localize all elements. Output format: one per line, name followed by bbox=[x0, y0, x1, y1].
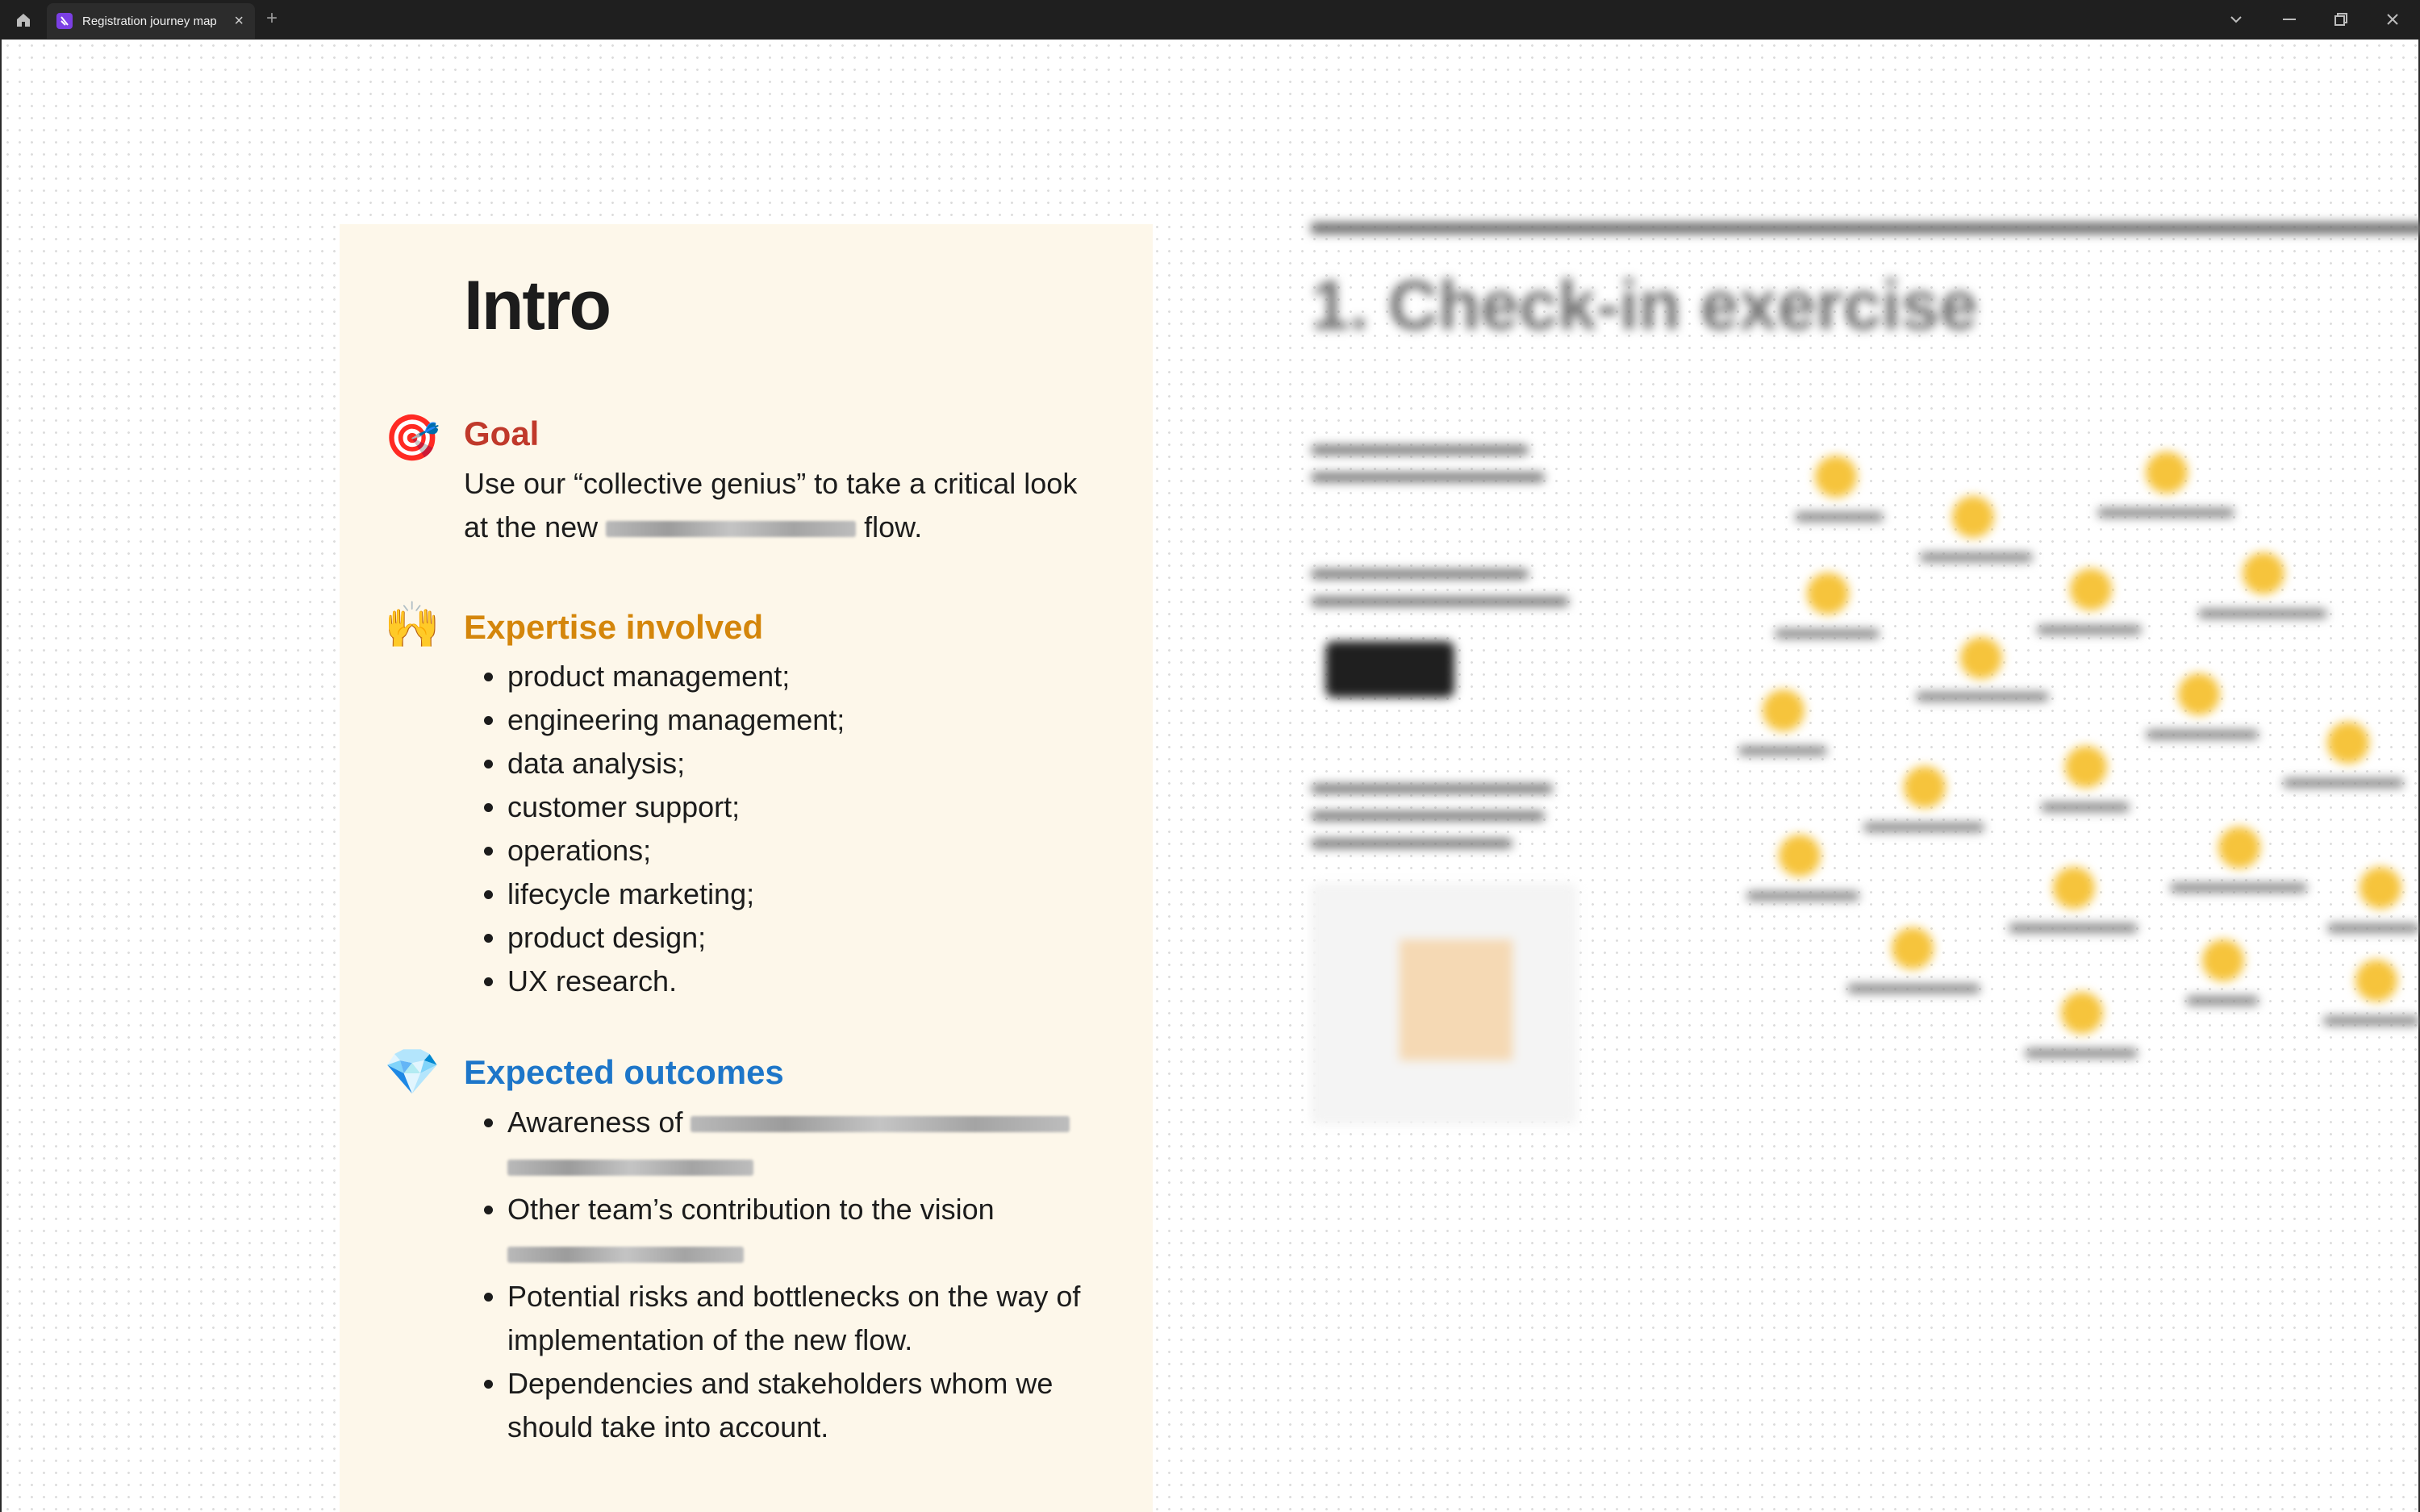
tab-close-icon[interactable]: × bbox=[234, 12, 244, 30]
list-item: • data analysis; bbox=[507, 742, 1120, 785]
redacted-text bbox=[691, 1116, 1070, 1132]
list-item: • product design; bbox=[507, 916, 1120, 960]
smiley-label bbox=[2009, 923, 2138, 933]
smiley-sticker bbox=[2243, 552, 2284, 594]
list-item: • UX research. bbox=[507, 960, 1120, 1003]
smiley-sticker bbox=[1815, 456, 1857, 498]
redacted-text bbox=[507, 1160, 753, 1176]
smiley-sticker bbox=[2053, 867, 2095, 909]
smiley-label bbox=[2041, 802, 2130, 812]
section-divider bbox=[1311, 223, 2420, 234]
restore-icon[interactable] bbox=[2325, 6, 2357, 32]
list-item: • Dependencies and stakeholders whom we should take into account. bbox=[507, 1362, 1120, 1449]
smiley-sticker bbox=[1904, 766, 1946, 808]
smiley-label bbox=[2198, 609, 2327, 619]
outcomes-list bbox=[464, 1101, 1120, 1449]
home-icon[interactable] bbox=[11, 8, 35, 32]
list-item: • product management; bbox=[507, 655, 1120, 698]
smiley-sticker bbox=[1763, 689, 1805, 731]
smiley-label bbox=[1738, 746, 1827, 756]
tab-registration-journey-map[interactable] bbox=[47, 3, 255, 39]
smiley-label bbox=[2025, 1048, 2138, 1058]
smiley-sticker bbox=[2218, 827, 2260, 868]
outcomes-heading: Expected outcomes bbox=[464, 1053, 784, 1091]
checkin-step-1 bbox=[1311, 434, 1577, 482]
close-window-icon[interactable] bbox=[2376, 6, 2409, 32]
smiley-sticker bbox=[2061, 992, 2103, 1034]
checkin-title: 1. Check-in exercise bbox=[1311, 267, 1979, 344]
smiley-sticker bbox=[1892, 927, 1934, 969]
smiley-sticker bbox=[2360, 867, 2401, 909]
smiley-label bbox=[1795, 512, 1884, 522]
smiley-sticker bbox=[2327, 722, 2369, 764]
smiley-label bbox=[1920, 552, 2033, 562]
list-item: • customer support; bbox=[507, 785, 1120, 829]
goal-text-part2: flow. bbox=[864, 510, 923, 544]
smiley-label bbox=[1775, 629, 1880, 639]
smiley-sticker bbox=[2070, 569, 2112, 610]
smiley-label bbox=[1916, 692, 2049, 702]
emoji-grid-preview bbox=[1400, 939, 1512, 1060]
smiley-label bbox=[2323, 1016, 2420, 1026]
smiley-sticker bbox=[2065, 746, 2107, 788]
smiley-label bbox=[1847, 984, 1980, 993]
smiley-label bbox=[2146, 730, 2259, 739]
smiley-label bbox=[2283, 778, 2404, 788]
smiley-sticker bbox=[2202, 939, 2244, 981]
window-titlebar bbox=[0, 0, 2420, 40]
smiley-label bbox=[2037, 625, 2142, 635]
outcome-text: Other team’s contribution to the vision bbox=[507, 1193, 995, 1226]
goal-text bbox=[464, 462, 1109, 549]
smiley-sticker bbox=[2146, 452, 2188, 494]
redacted-text bbox=[606, 521, 856, 537]
smiley-label bbox=[2170, 883, 2307, 893]
smiley-button bbox=[1325, 641, 1454, 698]
smiley-label bbox=[1863, 823, 1984, 832]
figjam-file-icon bbox=[56, 13, 73, 29]
goal-text-part1: Use our “collective genius” to take a critical look at the new bbox=[464, 467, 1078, 544]
smiley-sticker bbox=[1960, 637, 2002, 679]
smiley-sticker bbox=[2178, 673, 2220, 715]
intro-title: Intro bbox=[464, 267, 611, 344]
list-item: • operations; bbox=[507, 829, 1120, 873]
smiley-sticker bbox=[1779, 835, 1821, 877]
smiley-label bbox=[2327, 923, 2420, 933]
checkin-section[interactable] bbox=[1291, 210, 2420, 1177]
expertise-list bbox=[464, 655, 1120, 1003]
list-item: • engineering management; bbox=[507, 698, 1120, 742]
raised-hands-icon: 🙌 bbox=[384, 599, 440, 650]
new-tab-button[interactable]: + bbox=[266, 7, 278, 29]
target-icon: 🎯 bbox=[384, 412, 440, 463]
chevron-down-icon[interactable] bbox=[2220, 6, 2252, 32]
smiley-sticker bbox=[1952, 496, 1994, 538]
checkin-step-3 bbox=[1311, 773, 1577, 848]
expertise-heading: Expertise involved bbox=[464, 608, 764, 646]
goal-heading: Goal bbox=[464, 414, 540, 452]
list-item: • Potential risks and bottlenecks on the way of implementation of the new flow. bbox=[507, 1275, 1120, 1362]
tab-title: Registration journey map bbox=[82, 14, 217, 28]
redacted-text bbox=[507, 1247, 744, 1263]
smiley-sticker bbox=[1807, 573, 1849, 614]
outcome-text: Awareness of bbox=[507, 1106, 683, 1139]
list-item: • lifecycle marketing; bbox=[507, 873, 1120, 916]
smiley-sticker bbox=[2355, 960, 2397, 1002]
list-item bbox=[507, 1188, 1120, 1275]
smiley-label bbox=[2097, 508, 2234, 518]
smiley-label bbox=[2186, 996, 2259, 1006]
smiley-label bbox=[1746, 891, 1859, 901]
checkin-step-2 bbox=[1311, 558, 1577, 606]
list-item bbox=[507, 1101, 1120, 1188]
minimize-icon[interactable] bbox=[2273, 6, 2305, 32]
gem-icon: 💎 bbox=[384, 1046, 440, 1097]
